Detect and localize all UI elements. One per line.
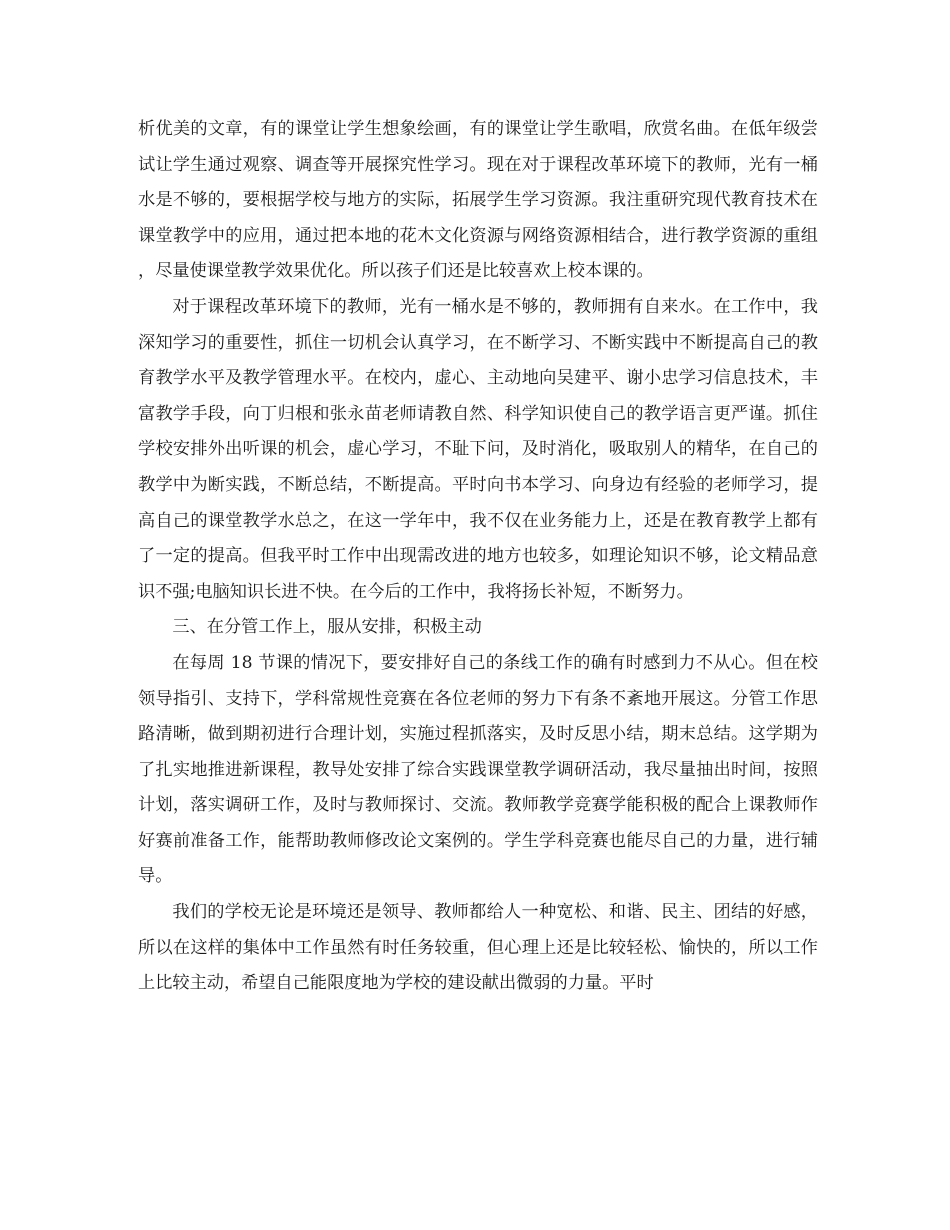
paragraph-management-work: 在每周 18 节课的情况下，要安排好自己的条线工作的确有时感到力不从心。但在校领导指引、支持下，学科常规性竞赛在各位老师的努力下有条不紊地开展这。分管工作思路清晰，做到期初进行合理计划，实施过程抓落实，及时反思小结，期末总结。这学期为了扎实地推进新课程，教导处安排了综合实践课堂教学调研活动，我尽量抽出时间，按照计划，落实调研工作，及时与教师探讨、交流。教师教学竞赛学能积极的配合上课教师作好赛前准备工作，能帮助教师修改论文案例的。学生学科竞赛也能尽自己的力量，进行辅导。 (138, 652, 818, 887)
paragraph-school-environment: 我们的学校无论是环境还是领导、教师都给人一种宽松、和谐、民主、团结的好感，所以在这样的集体中工作虽然有时任务较重，但心理上还是比较轻松、愉快的，所以工作上比较主动，希望自己能限度地为学校的建设献出微弱的力量。平时 (138, 902, 818, 994)
paragraph-self-learning: 对于课程改革环境下的教师，光有一桶水是不够的，教师拥有自来水。在工作中，我深知学习的重要性，抓住一切机会认真学习，在不断学习、不断实践中不断提高自己的教育教学水平及教学管理水平。在校内，虚心、主动地向吴建平、谢小忠学习信息技术，丰富教学手段，向丁归根和张永苗老师请教自然、科学知识使自己的教学语言更严谨。抓住学校安排外出听课的机会，虚心学习，不耻下问，及时消化，吸取别人的精华，在自己的教学中为断实践，不断总结，不断提高。平时向书本学习、向身边有经验的老师学习，提高自己的课堂教学水总之，在这一学年中，我不仅在业务能力上，还是在教育教学上都有了一定的提高。但我平时工作中出现需改进的地方也较多，如理论知识不够，论文精品意识不强;电脑知识长进不快。在今后的工作中，我将扬长补短，不断努力。 (138, 296, 818, 602)
document-body (138, 112, 818, 1002)
paragraph-curriculum-resources: 析优美的文章，有的课堂让学生想象绘画，有的课堂让学生歌唱，欣赏名曲。在低年级尝试让学生通过观察、调查等开展探究性学习。现在对于课程改革环境下的教师，光有一桶水是不够的，要根据学校与地方的实际，拓展学生学习资源。我注重研究现代教育技术在课堂教学中的应用，通过把本地的花木文化资源与网络资源相结合，进行教学资源的重组，尽量使课堂教学效果优化。所以孩子们还是比较喜欢上校本课的。 (138, 119, 818, 282)
section-heading-management-work: 三、在分管工作上，服从安排，积极主动 (172, 617, 482, 638)
